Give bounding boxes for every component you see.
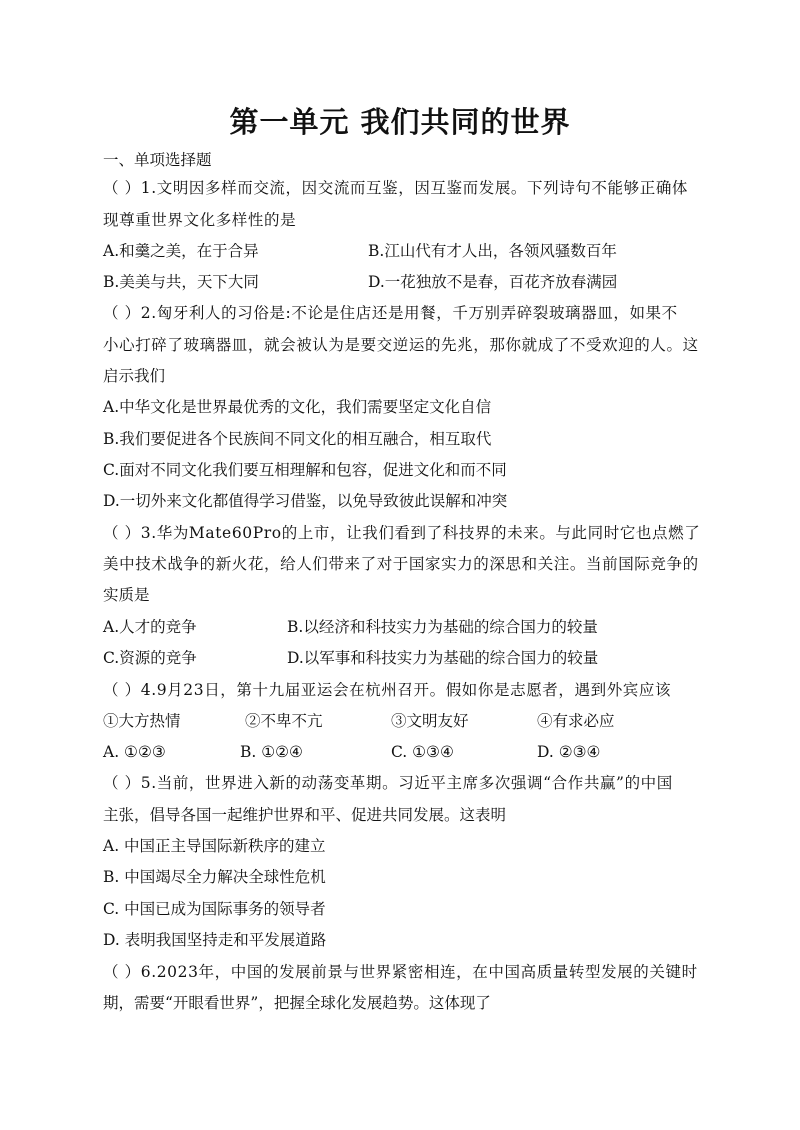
q5-stem-line1: （ ）5.当前，世界进入新的动荡变革期。习近平主席多次强调“合作共赢”的中国 xyxy=(103,774,673,792)
q2-option-b: B.我们要促进各个民族间不同文化的相互融合，相互取代 xyxy=(103,430,492,448)
q3-stem-line3: 实质是 xyxy=(103,586,150,604)
q4-item-2: ②不卑不亢 xyxy=(245,712,323,730)
q6-stem-line1: （ ）6.2023年，中国的发展前景与世界紧密相连，在中国高质量转型发展的关键时 xyxy=(103,963,698,981)
q1-stem-line1: （ ）1.文明因多样而交流，因交流而互鉴，因互鉴而发展。下列诗句不能够正确体 xyxy=(103,179,689,197)
section-heading: 一、单项选择题 xyxy=(103,151,212,169)
q4-item-1: ①大方热情 xyxy=(103,712,181,730)
q2-option-a: A.中华文化是世界最优秀的文化，我们需要坚定文化自信 xyxy=(103,398,492,416)
q2-stem-line1: （ ）2.匈牙利人的习俗是:不论是住店还是用餐，千万别弄碎裂玻璃器皿，如果不 xyxy=(103,304,678,322)
q4-option-a: A. ①②③ xyxy=(103,743,166,761)
q3-stem-line2: 美中技术战争的新火花，给人们带来了对于国家实力的深思和关注。当前国际竞争的 xyxy=(103,555,699,573)
q3-option-c: C.资源的竞争 xyxy=(103,649,197,667)
q1-option-d: D.一花独放不是春，百花齐放春满园 xyxy=(368,273,618,291)
q5-stem-line2: 主张，倡导各国一起维护世界和平、促进共同发展。这表明 xyxy=(103,806,507,824)
q3-option-d: D.以军事和科技实力为基础的综合国力的较量 xyxy=(287,649,599,667)
q6-stem-line2: 期，需要“开眼看世界”，把握全球化发展趋势。这体现了 xyxy=(103,994,491,1012)
q4-option-b: B. ①②④ xyxy=(240,743,303,761)
q1-option-b: B.江山代有才人出，各领风骚数百年 xyxy=(368,242,617,260)
q4-item-4: ④有求必应 xyxy=(537,712,615,730)
q3-option-b: B.以经济和科技实力为基础的综合国力的较量 xyxy=(287,618,598,636)
q1-option-c: B.美美与共，天下大同 xyxy=(103,273,259,291)
q3-option-a: A.人才的竞争 xyxy=(103,618,197,636)
q5-option-a: A. 中国正主导国际新秩序的建立 xyxy=(103,837,326,855)
q4-item-3: ③文明友好 xyxy=(391,712,469,730)
q2-stem-line2: 小心打碎了玻璃器皿，就会被认为是要交逆运的先兆，那你就成了不受欢迎的人。这 xyxy=(103,336,699,354)
q2-option-d: D.一切外来文化都值得学习借鉴，以免导致彼此误解和冲突 xyxy=(103,492,508,510)
q5-option-b: B. 中国竭尽全力解决全球性危机 xyxy=(103,868,326,886)
q4-option-d: D. ②③④ xyxy=(537,743,601,761)
q5-option-c: C. 中国已成为国际事务的领导者 xyxy=(103,900,326,918)
page-title: 第一单元 我们共同的世界 xyxy=(229,105,571,139)
q4-stem-line1: （ ）4.9月23日，第十九届亚运会在杭州召开。假如你是志愿者，遇到外宾应该 xyxy=(103,681,672,699)
q4-option-c: C. ①③④ xyxy=(391,743,454,761)
q2-stem-line3: 启示我们 xyxy=(103,367,166,385)
q3-stem-line1: （ ）3.华为Mate60Pro的上市，让我们看到了科技界的未来。与此同时它也点燃了 xyxy=(103,524,701,542)
q1-stem-line2: 现尊重世界文化多样性的是 xyxy=(103,211,297,229)
q1-option-a: A.和羹之美，在于合异 xyxy=(103,242,259,260)
q2-option-c: C.面对不同文化我们要互相理解和包容，促进文化和而不同 xyxy=(103,461,507,479)
q5-option-d: D. 表明我国坚持走和平发展道路 xyxy=(103,931,327,949)
